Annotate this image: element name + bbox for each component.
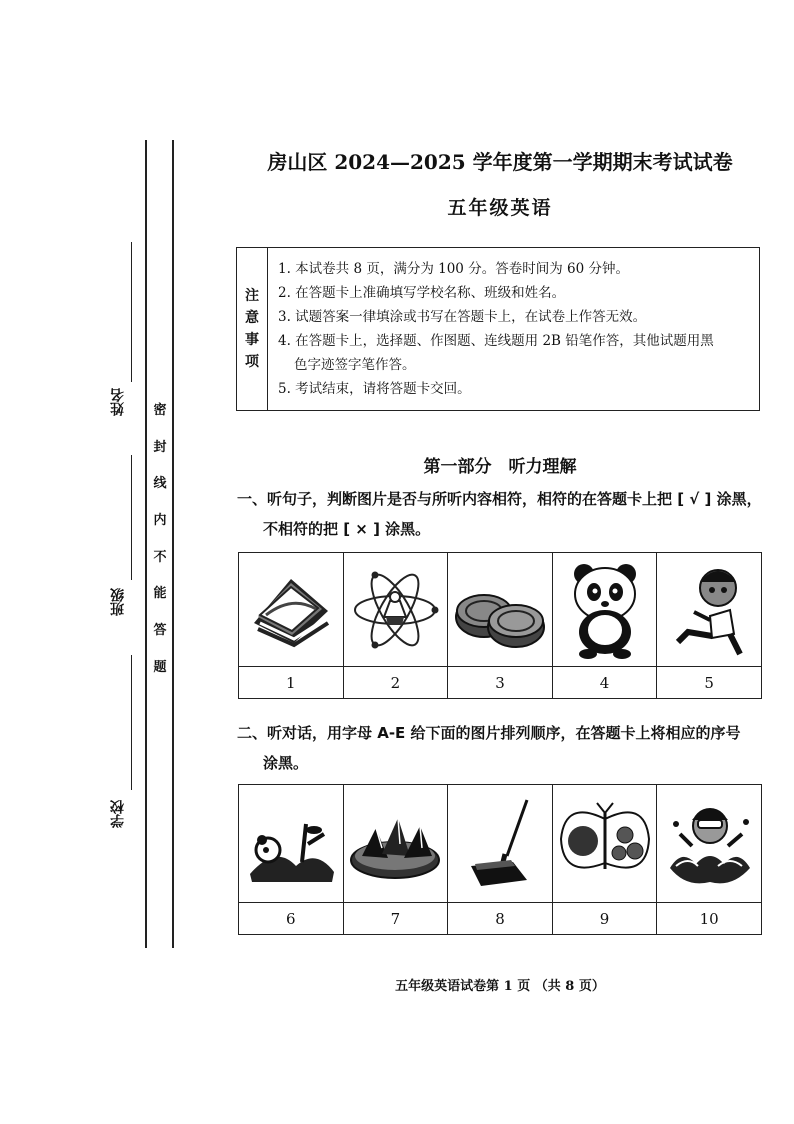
- picture-number: 4: [552, 667, 657, 699]
- picture-cell: [239, 785, 344, 903]
- school-blank-line: [131, 655, 132, 790]
- picture-cell: [448, 553, 553, 667]
- picture-number: 7: [343, 903, 448, 935]
- notice-item: 3. 试题答案一律填涂或书写在答题卡上，在试卷上作答无效。: [278, 309, 647, 325]
- sandwich-icon: [246, 565, 336, 655]
- seal-char: 题: [153, 659, 167, 675]
- notice-heading-char: 项: [245, 354, 259, 370]
- name-blank-line: [131, 242, 132, 382]
- name-label: 姓名: [110, 388, 126, 416]
- picture-number: 2: [343, 667, 448, 699]
- seal-char: 不: [153, 549, 167, 565]
- panda-bamboo-icon: [246, 804, 336, 884]
- class-blank-line: [131, 455, 132, 580]
- picture-number: 9: [552, 903, 657, 935]
- notice-items: [268, 248, 759, 410]
- picture-cell: [343, 553, 448, 667]
- picture-number: 5: [657, 667, 762, 699]
- binding-line-inner: [172, 140, 174, 948]
- mooncakes-icon: [452, 565, 547, 655]
- seal-line-notice: [151, 404, 169, 698]
- notice-item: 4. 在答题卡上，选择题、作图题、连线题用 2B 铅笔作答，其他试题用黑: [278, 333, 714, 349]
- picture-cell: [657, 553, 762, 667]
- picture-number: 3: [448, 667, 553, 699]
- question-one-picture-table: [238, 552, 762, 699]
- question-two-line: 涂黑。: [263, 754, 309, 772]
- picture-cell: [552, 785, 657, 903]
- notice-heading-char: 意: [245, 310, 259, 326]
- picture-number: 1: [239, 667, 344, 699]
- picture-cell: [657, 785, 762, 903]
- question-one-instructions: [237, 484, 767, 544]
- seal-char: 能: [153, 586, 167, 602]
- zongzi-icon: [348, 804, 443, 884]
- seal-char: 线: [153, 476, 167, 492]
- seal-char: 密: [153, 403, 167, 418]
- running-boy-icon: [664, 560, 754, 660]
- notice-item: 1. 本试卷共 8 页，满分为 100 分。答卷时间为 60 分钟。: [278, 261, 629, 277]
- seal-char: 答: [153, 623, 167, 639]
- panda-icon: [560, 560, 650, 660]
- exam-title: 房山区 2024—2025 学年度第一学期期末考试试卷: [267, 150, 733, 174]
- picture-number: 6: [239, 903, 344, 935]
- notice-box: [236, 247, 760, 411]
- picture-cell: [239, 553, 344, 667]
- notice-item-continued: 色字迹签字笔作答。: [294, 357, 416, 373]
- butterfly-food-icon: [555, 799, 655, 889]
- brush-inkstone-icon: [455, 794, 545, 894]
- question-one-line: 不相符的把 [ × ] 涂黑。: [263, 520, 431, 538]
- question-two-instructions: [237, 718, 767, 778]
- exam-subtitle: 五年级英语: [447, 197, 553, 219]
- notice-item: 2. 在答题卡上准确填写学校名称、班级和姓名。: [278, 285, 566, 301]
- school-label: 学校: [110, 800, 126, 828]
- part-one-title: 第一部分 听力理解: [423, 457, 577, 477]
- seal-char: 内: [153, 513, 167, 529]
- notice-heading-char: 事: [245, 332, 259, 348]
- question-two-line: 二、听对话，用字母 A-E 给下面的图片排列顺序，在答题卡上将相应的序号: [237, 724, 741, 742]
- swimming-boy-icon: [662, 794, 757, 894]
- question-two-picture-table: [238, 784, 762, 935]
- picture-cell: [552, 553, 657, 667]
- notice-heading-char: 注: [245, 288, 259, 304]
- class-label: 班级: [110, 588, 126, 616]
- page-footer: 五年级英语试卷第 1 页 （共 8 页）: [395, 979, 605, 994]
- picture-cell: [448, 785, 553, 903]
- picture-cell: [343, 785, 448, 903]
- atom-science-icon: [350, 565, 440, 655]
- binding-line-outer: [145, 140, 147, 948]
- notice-item: 5. 考试结束，请将答题卡交回。: [278, 381, 471, 397]
- question-one-line: 一、听句子，判断图片是否与所听内容相符，相符的在答题卡上把 [ √ ] 涂黑，: [237, 490, 762, 508]
- notice-heading: [237, 248, 268, 410]
- picture-number: 10: [657, 903, 762, 935]
- seal-char: 封: [153, 439, 167, 455]
- picture-number: 8: [448, 903, 553, 935]
